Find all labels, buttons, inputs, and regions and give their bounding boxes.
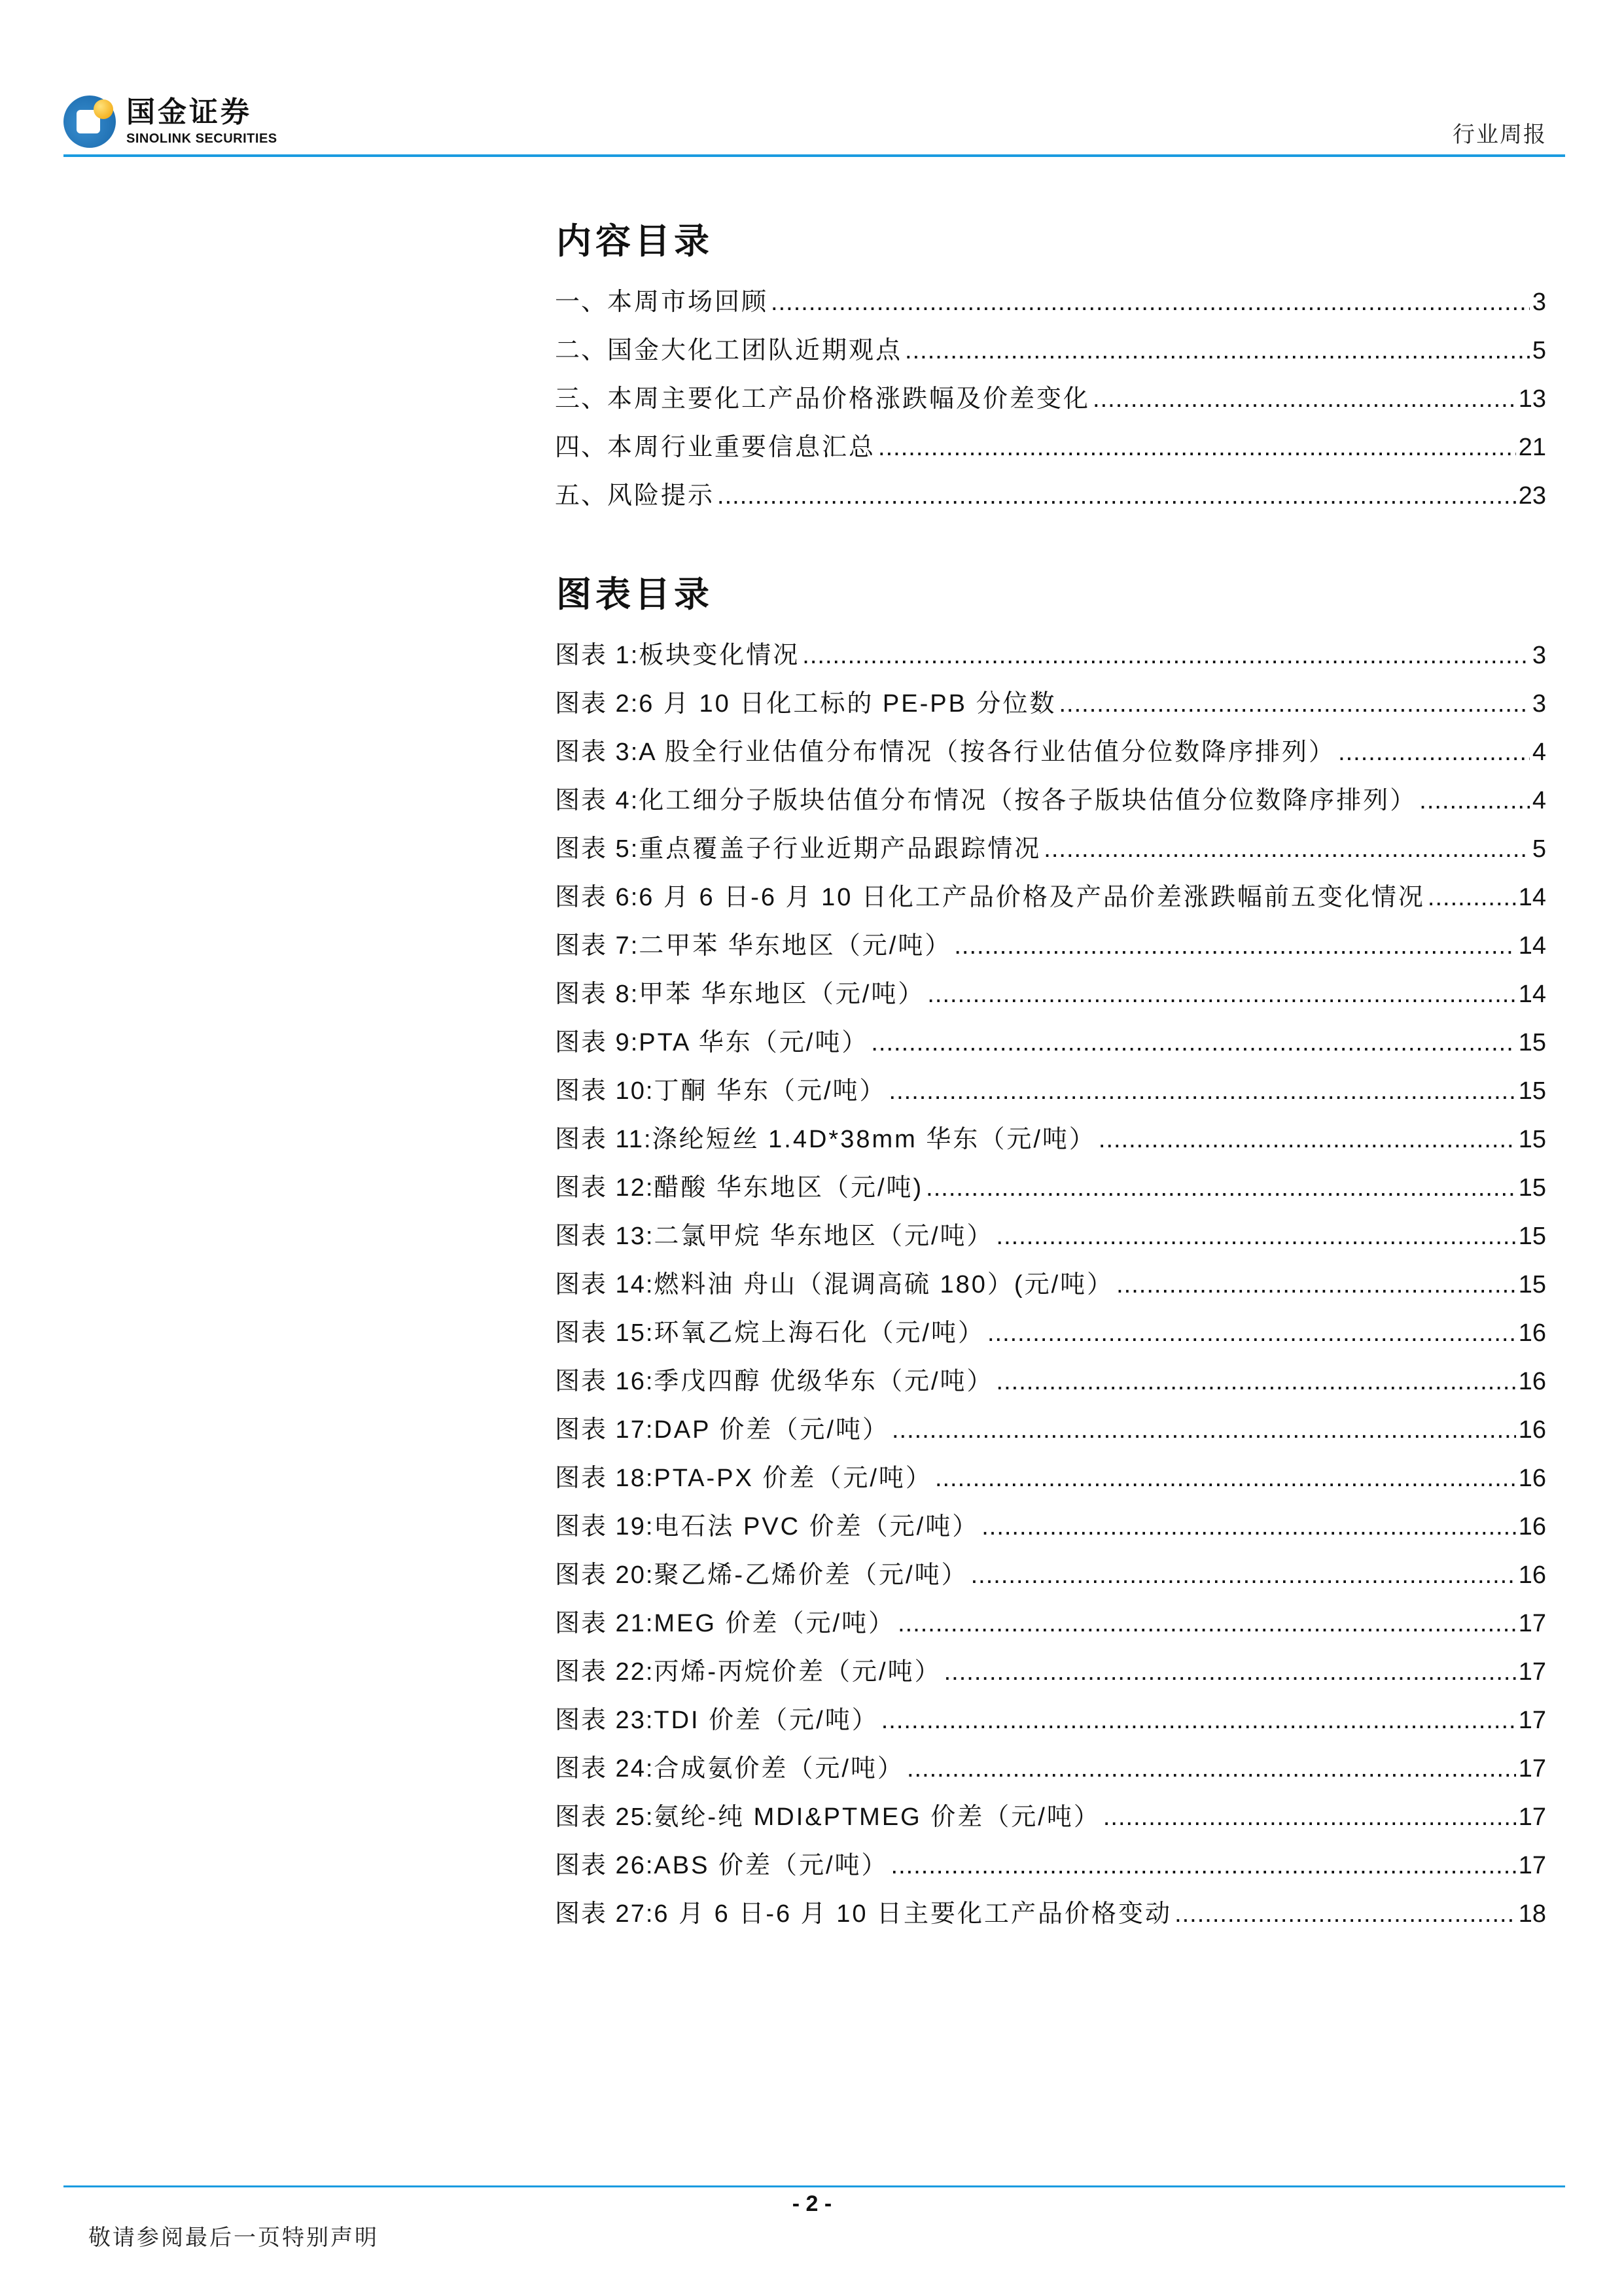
contents-entry[interactable] bbox=[555, 426, 1546, 459]
entry-label: 四、 bbox=[555, 434, 608, 461]
figure-entry[interactable] bbox=[555, 1022, 1546, 1054]
entry-page: 17 bbox=[1518, 1707, 1546, 1734]
footer-divider bbox=[63, 2185, 1565, 2187]
entry-page: 15 bbox=[1518, 1029, 1546, 1056]
dot-leader bbox=[1338, 739, 1530, 767]
entry-title: 国金大化工团队近期观点 bbox=[607, 337, 903, 364]
dot-leader bbox=[1103, 1803, 1516, 1832]
entry-title: TDI 价差（元/吨） bbox=[654, 1707, 879, 1734]
entry-page: 17 bbox=[1518, 1610, 1546, 1637]
contents-entry[interactable] bbox=[555, 281, 1546, 314]
entry-label: 图表 6: bbox=[555, 884, 639, 911]
figure-entry[interactable] bbox=[555, 1457, 1546, 1490]
figure-entry[interactable] bbox=[555, 1554, 1546, 1587]
entry-page: 16 bbox=[1518, 1465, 1546, 1492]
entry-title: 氨纶-纯 MDI&PTMEG 价差（元/吨） bbox=[654, 1803, 1101, 1831]
dot-leader bbox=[878, 434, 1516, 462]
figure-entry[interactable] bbox=[555, 1845, 1546, 1877]
entry-label: 图表 7: bbox=[555, 932, 639, 960]
contents-entry[interactable] bbox=[555, 330, 1546, 362]
entry-page: 16 bbox=[1518, 1561, 1546, 1589]
entry-page: 21 bbox=[1518, 434, 1546, 461]
dot-leader bbox=[1093, 385, 1516, 413]
figure-entry[interactable] bbox=[555, 828, 1546, 861]
entry-page: 16 bbox=[1518, 1416, 1546, 1444]
entry-title: 丁酮 华东（元/吨） bbox=[654, 1077, 887, 1105]
entry-title: 涤纶短丝 1.4D*38mm 华东（元/吨） bbox=[652, 1126, 1096, 1153]
dot-leader bbox=[907, 1755, 1516, 1783]
entry-label: 图表 1: bbox=[555, 642, 639, 669]
entry-page: 17 bbox=[1518, 1852, 1546, 1879]
dot-leader bbox=[926, 1174, 1516, 1202]
entry-page: 3 bbox=[1532, 690, 1546, 718]
entry-page: 4 bbox=[1532, 739, 1546, 766]
figure-entry[interactable] bbox=[555, 1119, 1546, 1151]
figure-entry[interactable] bbox=[555, 1699, 1546, 1732]
entry-page: 23 bbox=[1518, 482, 1546, 510]
entry-label: 一、 bbox=[555, 288, 608, 316]
entry-page: 5 bbox=[1532, 337, 1546, 364]
sinolink-logo bbox=[63, 96, 299, 150]
entry-label: 图表 10: bbox=[555, 1077, 654, 1105]
entry-label: 图表 23: bbox=[555, 1707, 654, 1734]
dot-leader bbox=[1174, 1900, 1516, 1928]
entry-title: DAP 价差（元/吨） bbox=[654, 1416, 889, 1444]
entry-page: 3 bbox=[1532, 288, 1546, 316]
figure-entry[interactable] bbox=[555, 683, 1546, 716]
entry-title: 醋酸 华东地区（元/吨) bbox=[654, 1174, 924, 1202]
entry-label: 图表 24: bbox=[555, 1755, 654, 1783]
disclaimer-note: 敬请参阅最后一页特别声明 bbox=[88, 2225, 379, 2250]
dot-leader bbox=[1044, 835, 1530, 863]
figure-entry[interactable] bbox=[555, 1796, 1546, 1829]
contents-entry[interactable] bbox=[555, 475, 1546, 508]
entry-label: 图表 2: bbox=[555, 690, 639, 718]
entry-title: 环氧乙烷上海石化（元/吨） bbox=[654, 1319, 985, 1347]
figure-entry[interactable] bbox=[555, 1312, 1546, 1345]
entry-page: 14 bbox=[1518, 932, 1546, 960]
entry-page: 14 bbox=[1518, 884, 1546, 911]
dot-leader bbox=[935, 1465, 1516, 1493]
entry-label: 图表 16: bbox=[555, 1368, 654, 1395]
entry-title: 二氯甲烷 华东地区（元/吨） bbox=[654, 1223, 994, 1250]
figure-entry[interactable] bbox=[555, 635, 1546, 667]
entry-label: 图表 3: bbox=[555, 739, 639, 766]
dot-leader bbox=[1099, 1126, 1516, 1154]
entry-title: 板块变化情况 bbox=[639, 642, 800, 669]
entry-label: 图表 14: bbox=[555, 1271, 654, 1298]
entry-title: 6 月 10 日化工标的 PE-PB 分位数 bbox=[639, 690, 1057, 718]
dot-leader bbox=[892, 1416, 1516, 1444]
dot-leader bbox=[987, 1319, 1516, 1348]
entry-title: 季戊四醇 优级华东（元/吨） bbox=[654, 1368, 994, 1395]
figure-entry[interactable] bbox=[555, 1651, 1546, 1684]
entry-label: 图表 12: bbox=[555, 1174, 654, 1202]
figure-entry[interactable] bbox=[555, 1167, 1546, 1200]
entry-page: 13 bbox=[1518, 385, 1546, 413]
entry-title: 风险提示 bbox=[607, 482, 715, 510]
entry-label: 图表 26: bbox=[555, 1852, 654, 1879]
dot-leader bbox=[771, 288, 1530, 317]
entry-title: PTA-PX 价差（元/吨） bbox=[654, 1465, 932, 1492]
entry-page: 14 bbox=[1518, 981, 1546, 1008]
dot-leader bbox=[997, 1368, 1516, 1396]
entry-title: 二甲苯 华东地区（元/吨） bbox=[639, 932, 952, 960]
entry-label: 图表 8: bbox=[555, 981, 639, 1008]
dot-leader bbox=[954, 932, 1515, 960]
figure-entry[interactable] bbox=[555, 1070, 1546, 1103]
report-type: 行业周报 bbox=[1453, 122, 1547, 147]
dot-leader bbox=[802, 642, 1530, 670]
dot-leader bbox=[1428, 884, 1516, 912]
entry-title: 本周主要化工产品价格涨跌幅及价差变化 bbox=[607, 385, 1091, 413]
entry-label: 图表 11: bbox=[555, 1126, 652, 1153]
dot-leader bbox=[1116, 1271, 1516, 1299]
dot-leader bbox=[905, 337, 1530, 365]
dot-leader bbox=[927, 981, 1515, 1009]
dot-leader bbox=[971, 1561, 1516, 1590]
entry-label: 图表 20: bbox=[555, 1561, 654, 1589]
entry-page: 15 bbox=[1518, 1174, 1546, 1202]
entry-title: 丙烯-丙烷价差（元/吨） bbox=[654, 1658, 942, 1686]
figure-entry[interactable] bbox=[555, 731, 1546, 764]
entry-label: 三、 bbox=[555, 385, 608, 413]
entry-page: 4 bbox=[1532, 787, 1546, 814]
entry-label: 图表 27: bbox=[555, 1900, 654, 1928]
entry-page: 15 bbox=[1518, 1077, 1546, 1105]
entry-title: PTA 华东（元/吨） bbox=[639, 1029, 869, 1056]
dot-leader bbox=[871, 1029, 1515, 1057]
entry-label: 图表 19: bbox=[555, 1513, 654, 1540]
logo-chinese-name: 国金证券 bbox=[126, 96, 252, 128]
entry-label: 图表 21: bbox=[555, 1610, 654, 1637]
figure-entry[interactable] bbox=[555, 780, 1546, 812]
dot-leader bbox=[881, 1707, 1516, 1735]
dot-leader bbox=[981, 1513, 1516, 1541]
entry-title: 化工细分子版块估值分布情况（按各子版块估值分位数降序排列） bbox=[639, 787, 1417, 814]
entry-title: 本周行业重要信息汇总 bbox=[607, 434, 876, 461]
entry-page: 3 bbox=[1532, 642, 1546, 669]
entry-title: 6 月 6 日-6 月 10 日化工产品价格及产品价差涨跌幅前五变化情况 bbox=[639, 884, 1425, 911]
entry-title: ABS 价差（元/吨） bbox=[654, 1852, 889, 1879]
entry-page: 16 bbox=[1518, 1513, 1546, 1540]
entry-label: 五、 bbox=[555, 482, 608, 510]
dot-leader bbox=[717, 482, 1516, 510]
entry-label: 二、 bbox=[555, 337, 608, 364]
dot-leader bbox=[898, 1610, 1516, 1638]
entry-title: 重点覆盖子行业近期产品跟踪情况 bbox=[639, 835, 1042, 863]
dot-leader bbox=[1419, 787, 1530, 815]
entry-title: A 股全行业估值分布情况（按各行业估值分位数降序排列） bbox=[639, 739, 1336, 766]
entry-page: 5 bbox=[1532, 835, 1546, 863]
dot-leader bbox=[944, 1658, 1516, 1686]
entry-title: 电石法 PVC 价差（元/吨） bbox=[654, 1513, 980, 1540]
entry-label: 图表 13: bbox=[555, 1223, 654, 1250]
entry-title: MEG 价差（元/吨） bbox=[654, 1610, 896, 1637]
figure-entry[interactable] bbox=[555, 1215, 1546, 1248]
entry-label: 图表 15: bbox=[555, 1319, 654, 1347]
entry-title: 甲苯 华东地区（元/吨） bbox=[639, 981, 925, 1008]
entry-label: 图表 18: bbox=[555, 1465, 654, 1492]
entry-page: 16 bbox=[1518, 1368, 1546, 1395]
dot-leader bbox=[1059, 690, 1529, 718]
entry-page: 17 bbox=[1518, 1803, 1546, 1831]
contents-title: 内容目录 bbox=[556, 222, 713, 261]
figure-entry[interactable] bbox=[555, 877, 1546, 909]
figure-entry[interactable] bbox=[555, 1748, 1546, 1781]
logo-english-name: SINOLINK SECURITIES bbox=[126, 131, 277, 146]
entry-title: 合成氨价差（元/吨） bbox=[654, 1755, 904, 1783]
logo-ball-icon bbox=[94, 99, 113, 119]
entry-label: 图表 5: bbox=[555, 835, 639, 863]
figure-entry[interactable] bbox=[555, 1506, 1546, 1539]
header-divider bbox=[63, 154, 1565, 157]
entry-label: 图表 9: bbox=[555, 1029, 639, 1056]
entry-label: 图表 4: bbox=[555, 787, 639, 814]
contents-entry[interactable] bbox=[555, 378, 1546, 411]
entry-label: 图表 22: bbox=[555, 1658, 654, 1686]
entry-title: 燃料油 舟山（混调高硫 180）(元/吨） bbox=[654, 1271, 1114, 1298]
entry-label: 图表 25: bbox=[555, 1803, 654, 1831]
entry-page: 15 bbox=[1518, 1126, 1546, 1153]
figures-title: 图表目录 bbox=[556, 575, 713, 614]
entry-title: 本周市场回顾 bbox=[607, 288, 769, 316]
dot-leader bbox=[891, 1852, 1516, 1880]
entry-page: 17 bbox=[1518, 1755, 1546, 1783]
dot-leader bbox=[889, 1077, 1516, 1105]
figure-entry[interactable] bbox=[555, 1893, 1546, 1926]
figure-entry[interactable] bbox=[555, 1409, 1546, 1442]
entry-label: 图表 17: bbox=[555, 1416, 654, 1444]
dot-leader bbox=[997, 1223, 1516, 1251]
entry-page: 17 bbox=[1518, 1658, 1546, 1686]
figure-entry[interactable] bbox=[555, 973, 1546, 1006]
figure-entry[interactable] bbox=[555, 1264, 1546, 1296]
page-number: - 2 - bbox=[792, 2191, 832, 2216]
figure-entry[interactable] bbox=[555, 1603, 1546, 1635]
entry-page: 16 bbox=[1518, 1319, 1546, 1347]
entry-page: 18 bbox=[1518, 1900, 1546, 1928]
entry-title: 6 月 6 日-6 月 10 日主要化工产品价格变动 bbox=[654, 1900, 1173, 1928]
figure-entry[interactable] bbox=[555, 925, 1546, 958]
entry-page: 15 bbox=[1518, 1223, 1546, 1250]
figure-entry[interactable] bbox=[555, 1361, 1546, 1393]
entry-page: 15 bbox=[1518, 1271, 1546, 1298]
entry-title: 聚乙烯-乙烯价差（元/吨） bbox=[654, 1561, 968, 1589]
